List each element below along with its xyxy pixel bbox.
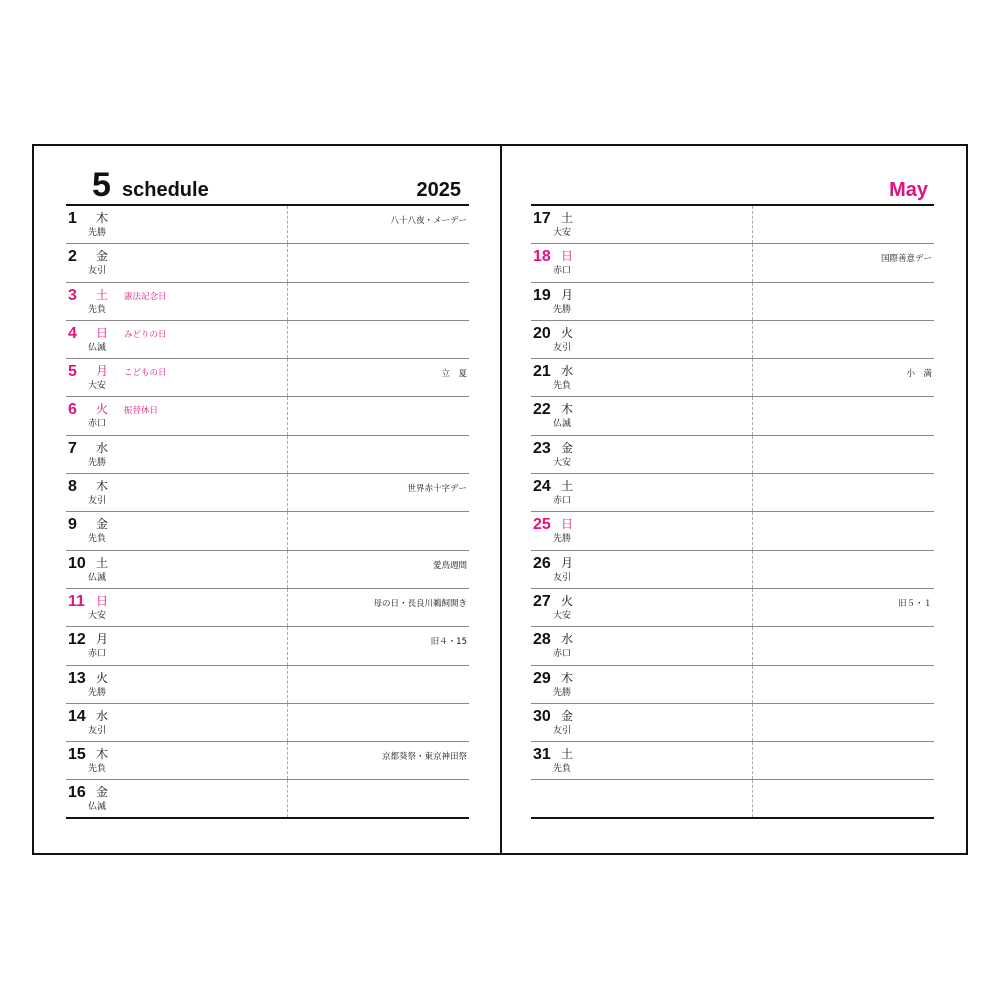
weekday-label: 金 <box>96 249 109 264</box>
left-day-list <box>66 206 469 819</box>
day-row[interactable] <box>531 589 934 627</box>
rokuyo-label: 赤口 <box>88 649 107 660</box>
column-divider <box>752 627 753 664</box>
day-number: 11 <box>68 592 85 610</box>
day-number: 10 <box>68 554 86 572</box>
event-note: 八十八夜・メーデー <box>390 216 467 226</box>
column-divider <box>752 742 753 779</box>
column-divider <box>752 474 753 511</box>
day-number: 6 <box>68 401 77 419</box>
holiday-name: 憲法記念日 <box>124 291 167 302</box>
day-row[interactable] <box>531 359 934 397</box>
rokuyo-label: 先勝 <box>88 228 107 238</box>
rokuyo-label: 先負 <box>553 764 572 775</box>
day-number: 12 <box>68 631 86 649</box>
column-divider <box>287 512 288 549</box>
day-number: 1 <box>68 210 77 227</box>
rokuyo-label: 大安 <box>88 381 107 392</box>
day-number: 22 <box>533 401 551 419</box>
rokuyo-label: 大安 <box>553 457 572 468</box>
column-divider <box>287 780 288 816</box>
rokuyo-label: 仏滅 <box>88 802 107 813</box>
event-note: 国際善意デー <box>880 254 932 265</box>
weekday-label: 水 <box>561 364 574 379</box>
weekday-label: 日 <box>561 249 574 264</box>
weekday-label: 木 <box>96 479 109 494</box>
day-row[interactable] <box>531 283 934 321</box>
rokuyo-label: 友引 <box>553 342 572 353</box>
day-number: 4 <box>68 324 77 342</box>
day-row[interactable] <box>66 742 469 780</box>
column-divider <box>752 551 753 588</box>
weekday-label: 月 <box>96 632 109 647</box>
day-number: 31 <box>533 746 551 764</box>
weekday-label: 日 <box>96 593 109 608</box>
rokuyo-label: 大安 <box>553 228 572 238</box>
weekday-label: 月 <box>561 555 574 570</box>
column-divider <box>752 359 753 396</box>
rokuyo-label: 大安 <box>553 610 572 621</box>
day-row[interactable] <box>531 512 934 550</box>
rokuyo-label: 大安 <box>88 610 107 621</box>
day-number: 23 <box>533 439 551 457</box>
rokuyo-label: 友引 <box>88 266 107 277</box>
day-row[interactable] <box>66 244 469 282</box>
day-row[interactable] <box>66 474 469 512</box>
column-divider <box>287 627 288 664</box>
year-label: 2025 <box>416 179 461 201</box>
rokuyo-label: 赤口 <box>88 419 107 430</box>
weekday-label: 水 <box>561 632 574 647</box>
column-divider <box>752 589 753 626</box>
page-divider <box>500 146 502 853</box>
rokuyo-label: 仏滅 <box>553 419 572 430</box>
weekday-label: 日 <box>561 517 574 532</box>
day-row[interactable] <box>531 666 934 704</box>
rokuyo-label: 先負 <box>553 381 572 392</box>
rokuyo-label: 先勝 <box>88 687 107 698</box>
rokuyo-label: 友引 <box>88 496 107 507</box>
planner-spread <box>32 144 968 855</box>
rokuyo-label: 赤口 <box>553 266 572 277</box>
day-number: 14 <box>68 707 86 725</box>
day-row[interactable] <box>531 704 934 742</box>
day-number: 3 <box>68 286 77 304</box>
column-divider <box>752 321 753 358</box>
day-row[interactable] <box>66 704 469 742</box>
column-divider <box>287 283 288 320</box>
rokuyo-label: 赤口 <box>553 649 572 660</box>
schedule-label: schedule <box>122 179 209 201</box>
day-row[interactable] <box>531 474 934 512</box>
weekday-label: 木 <box>96 211 109 225</box>
day-number: 16 <box>68 784 86 802</box>
rokuyo-label: 先負 <box>88 764 107 775</box>
column-divider <box>752 512 753 549</box>
day-row[interactable] <box>531 551 934 589</box>
month-number: 5 <box>92 166 111 204</box>
day-row[interactable] <box>66 666 469 704</box>
weekday-label: 金 <box>561 440 574 455</box>
event-note: 世界赤十字デー <box>407 484 467 495</box>
day-row[interactable] <box>66 780 469 818</box>
column-divider <box>287 244 288 281</box>
event-note: 旧４・15 <box>430 637 467 648</box>
weekday-label: 火 <box>561 325 574 340</box>
day-number: 8 <box>68 478 77 496</box>
right-page <box>531 146 934 819</box>
rokuyo-label: 友引 <box>88 725 107 736</box>
weekday-label: 木 <box>561 670 574 685</box>
day-number: 20 <box>533 324 551 342</box>
day-number: 7 <box>68 439 77 457</box>
event-note: 母の日・長良川鵜飼開き <box>373 598 467 609</box>
weekday-label: 金 <box>96 517 109 532</box>
event-note: 旧５・１ <box>897 598 932 609</box>
day-number: 25 <box>533 516 551 534</box>
weekday-label: 水 <box>96 440 109 455</box>
day-number: 19 <box>533 286 551 304</box>
day-row[interactable] <box>531 742 934 780</box>
day-number: 2 <box>68 248 77 266</box>
left-page-header <box>66 146 469 206</box>
rokuyo-label: 先負 <box>88 534 107 545</box>
weekday-label: 火 <box>96 402 109 417</box>
holiday-name: こどもの日 <box>124 368 167 379</box>
day-number: 24 <box>533 478 551 496</box>
day-row[interactable] <box>531 321 934 359</box>
weekday-label: 金 <box>96 785 109 800</box>
day-number: 26 <box>533 554 551 572</box>
column-divider <box>752 436 753 473</box>
event-note: 立 夏 <box>441 369 467 380</box>
day-row[interactable] <box>66 283 469 321</box>
weekday-label: 日 <box>96 325 109 340</box>
day-number: 18 <box>533 248 551 266</box>
right-day-list <box>531 206 934 819</box>
day-number: 27 <box>533 592 551 610</box>
day-row[interactable] <box>531 627 934 665</box>
column-divider <box>287 704 288 741</box>
day-number: 28 <box>533 631 551 649</box>
column-divider <box>287 359 288 396</box>
weekday-label: 月 <box>96 364 109 379</box>
column-divider <box>752 206 753 243</box>
day-row[interactable] <box>531 436 934 474</box>
day-row[interactable] <box>66 436 469 474</box>
day-row[interactable] <box>531 397 934 435</box>
rokuyo-label: 仏滅 <box>88 342 107 353</box>
holiday-name: 振替休日 <box>124 406 159 417</box>
rokuyo-label: 赤口 <box>553 496 572 507</box>
day-number: 9 <box>68 516 77 534</box>
event-note: 愛鳥週間 <box>432 560 467 571</box>
column-divider <box>287 551 288 588</box>
weekday-label: 水 <box>96 708 109 723</box>
day-row[interactable] <box>66 321 469 359</box>
column-divider <box>752 780 753 816</box>
weekday-label: 土 <box>561 747 574 762</box>
column-divider <box>287 321 288 358</box>
rokuyo-label: 先勝 <box>88 457 107 468</box>
day-row[interactable] <box>66 397 469 435</box>
event-note: 小 満 <box>906 369 932 380</box>
column-divider <box>287 436 288 473</box>
weekday-label: 火 <box>561 593 574 608</box>
month-name: May <box>889 179 928 201</box>
day-row[interactable] <box>66 206 469 244</box>
left-page <box>66 146 469 819</box>
column-divider <box>287 474 288 511</box>
weekday-label: 土 <box>96 287 109 302</box>
weekday-label: 金 <box>561 708 574 723</box>
weekday-label: 土 <box>96 555 109 570</box>
rokuyo-label: 友引 <box>553 572 572 583</box>
weekday-label: 火 <box>96 670 109 685</box>
rokuyo-label: 仏滅 <box>88 572 107 583</box>
column-divider <box>287 206 288 243</box>
rokuyo-label: 友引 <box>553 725 572 736</box>
column-divider <box>752 704 753 741</box>
day-number: 13 <box>68 669 86 687</box>
column-divider <box>752 244 753 281</box>
day-row[interactable] <box>66 627 469 665</box>
day-number: 21 <box>533 363 551 381</box>
weekday-label: 土 <box>561 479 574 494</box>
weekday-label: 土 <box>561 211 574 225</box>
column-divider <box>752 397 753 434</box>
column-divider <box>287 397 288 434</box>
day-number: 15 <box>68 746 86 764</box>
right-page-header <box>531 146 934 206</box>
day-row[interactable] <box>531 206 934 244</box>
day-number: 29 <box>533 669 551 687</box>
day-number: 30 <box>533 707 551 725</box>
day-row[interactable] <box>66 589 469 627</box>
column-divider <box>287 742 288 779</box>
column-divider <box>752 666 753 703</box>
weekday-label: 木 <box>96 747 109 762</box>
column-divider <box>752 283 753 320</box>
day-number: 5 <box>68 363 77 381</box>
day-row[interactable] <box>531 244 934 282</box>
event-note: 京都葵祭・東京神田祭 <box>381 752 467 763</box>
day-row[interactable] <box>66 512 469 550</box>
rokuyo-label: 先勝 <box>553 304 572 315</box>
column-divider <box>287 666 288 703</box>
rokuyo-label: 先負 <box>88 304 107 315</box>
weekday-label: 木 <box>561 402 574 417</box>
rokuyo-label: 先勝 <box>553 687 572 698</box>
rokuyo-label: 先勝 <box>553 534 572 545</box>
day-row[interactable] <box>66 359 469 397</box>
day-number: 17 <box>533 210 551 227</box>
holiday-name: みどりの日 <box>124 329 167 340</box>
weekday-label: 月 <box>561 287 574 302</box>
day-row[interactable] <box>531 780 934 818</box>
column-divider <box>287 589 288 626</box>
day-row[interactable] <box>66 551 469 589</box>
